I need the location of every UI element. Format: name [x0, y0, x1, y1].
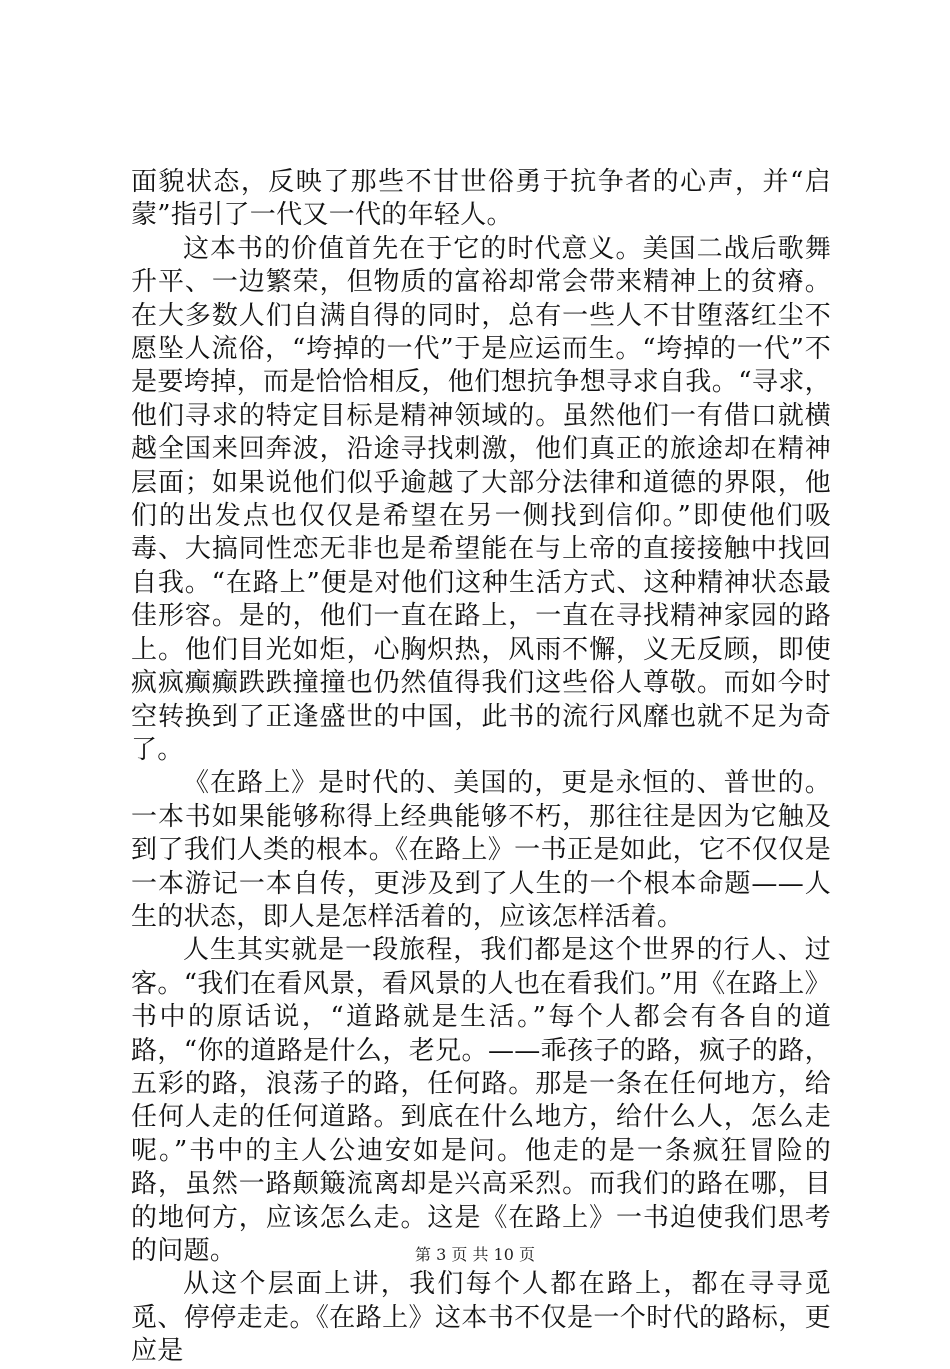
paragraph-3: 《在路上》是时代的、美国的，更是永恒的、普世的。一本书如果能够称得上经典能够不朽，那往往是因为它触及到了我们人类的根本。《在路上》一书正是如此，它不仅仅是一本游记一本自传，更涉及到了人生的一个根本命题——人生的状态，即人是怎样活着的，应该怎样活着。	[131, 768, 831, 932]
page-number-footer: 第 3 页 共 10 页	[415, 1245, 535, 1264]
paragraph-1: 面貌状态，反映了那些不甘世俗勇于抗争者的心声，并“启蒙”指引了一代又一代的年轻人。	[131, 167, 831, 231]
paragraph-2: 这本书的价值首先在于它的时代意义。美国二战后歌舞升平、一边繁荣，但物质的富裕却常会带来精神上的贫瘠。在大多数人们自满自得的同时，总有一些人不甘堕落红尘不愿坠人流俗，“垮掉的一代”于是应运而生。“垮掉的一代”不是要垮掉，而是恰恰相反，他们想抗争想寻求自我。“寻求，他们寻求的特定目标是精神领域的。虽然他们一有借口就横越全国来回奔波，沿途寻找刺激，他们真正的旅途却在精神层面；如果说他们似乎逾越了大部分法律和道德的界限，他们的出发点也仅仅是希望在另一侧找到信仰。”即使他们吸毒、大搞同性恋无非也是希望能在与上帝的直接接触中找回自我。“在路上”便是对他们这种生活方式、这种精神状态最佳形容。是的，他们一直在路上，一直在寻找精神家园的路上。他们目光如炬，心胸炽热，风雨不懈，义无反顾，即使疯疯癫癫跌跌撞撞也仍然值得我们这些俗人尊敬。而如今时空转换到了正逢盛世的中国，此书的流行风靡也就不足为奇了。	[131, 233, 831, 765]
paragraph-4: 人生其实就是一段旅程，我们都是这个世界的行人、过客。“我们在看风景，看风景的人也在看我们。”用《在路上》书中的原话说，“道路就是生活。”每个人都会有各自的道路，“你的道路是什么，老兄。——乖孩子的路，疯子的路，五彩的路，浪荡子的路，任何路。那是一条在任何地方，给任何人走的任何道路。到底在什么地方，给什么人，怎么走呢。”书中的主人公迪安如是问。他走的是一条疯狂冒险的路，虽然一路颠簸流离却是兴高采烈。而我们的路在哪，目的地何方，应该怎么走。这是《在路上》一书迫使我们思考的问题。	[131, 935, 831, 1266]
paragraph-5: 从这个层面上讲，我们每个人都在路上，都在寻寻觅觅、停停走走。《在路上》这本书不仅是一个时代的路标，更应是	[131, 1269, 831, 1367]
document-body	[131, 166, 831, 1369]
